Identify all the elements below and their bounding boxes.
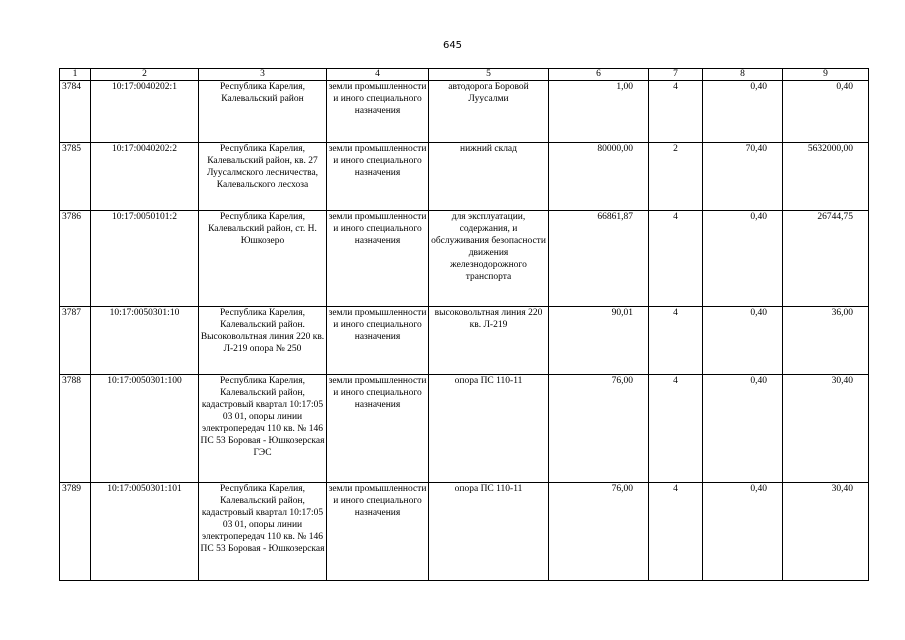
land-category-cell: земли промышленности и иного специального назначения xyxy=(327,375,429,483)
area-cell: 76,00 xyxy=(549,483,649,581)
row-number: 3785 xyxy=(60,143,91,211)
permitted-use-cell: для эксплуатации, содержания, и обслуживания безопасности движения железнодорожного транспорта xyxy=(429,211,549,307)
row-number: 3789 xyxy=(60,483,91,581)
table-header-row xyxy=(60,69,869,81)
column-header: 9 xyxy=(783,69,869,81)
area-cell: 76,00 xyxy=(549,375,649,483)
permitted-use-cell: опора ПС 110-11 xyxy=(429,375,549,483)
location-cell: Республика Карелия, Калевальский район. Высоковольтная линия 220 кв. Л-219 опора № 250 xyxy=(199,307,327,375)
column-9-cell: 30,40 xyxy=(783,375,869,483)
column-9-cell: 30,40 xyxy=(783,483,869,581)
column-7-cell: 4 xyxy=(649,307,703,375)
column-header: 1 xyxy=(60,69,91,81)
row-number: 3787 xyxy=(60,307,91,375)
row-number: 3788 xyxy=(60,375,91,483)
cadastral-number: 10:17:0040202:1 xyxy=(91,81,199,143)
table-row xyxy=(60,211,869,307)
location-cell: Республика Карелия, Калевальский район, кадастровый квартал 10:17:05 03 01, опоры линии электропередач 110 кв. № 146 ПС 53 Боровая - Юшкозерская ГЭС xyxy=(199,375,327,483)
row-number: 3786 xyxy=(60,211,91,307)
land-category-cell: земли промышленности и иного специального назначения xyxy=(327,307,429,375)
table-row xyxy=(60,143,869,211)
column-8-cell: 0,40 xyxy=(703,307,783,375)
land-category-cell: земли промышленности и иного специального назначения xyxy=(327,81,429,143)
table-row xyxy=(60,81,869,143)
column-7-cell: 4 xyxy=(649,211,703,307)
column-8-cell: 0,40 xyxy=(703,211,783,307)
land-registry-table xyxy=(59,68,869,581)
column-9-cell: 5632000,00 xyxy=(783,143,869,211)
column-header: 8 xyxy=(703,69,783,81)
cadastral-number: 10:17:0050101:2 xyxy=(91,211,199,307)
column-9-cell: 36,00 xyxy=(783,307,869,375)
page-number: 645 xyxy=(442,40,463,51)
cadastral-number: 10:17:0050301:10 xyxy=(91,307,199,375)
column-header: 7 xyxy=(649,69,703,81)
location-cell: Республика Карелия, Калевальский район xyxy=(199,81,327,143)
area-cell: 66861,87 xyxy=(549,211,649,307)
column-7-cell: 4 xyxy=(649,375,703,483)
column-8-cell: 70,40 xyxy=(703,143,783,211)
column-8-cell: 0,40 xyxy=(703,483,783,581)
column-7-cell: 4 xyxy=(649,81,703,143)
column-9-cell: 26744,75 xyxy=(783,211,869,307)
area-cell: 1,00 xyxy=(549,81,649,143)
land-category-cell: земли промышленности и иного специального назначения xyxy=(327,143,429,211)
permitted-use-cell: опора ПС 110-11 xyxy=(429,483,549,581)
column-8-cell: 0,40 xyxy=(703,375,783,483)
column-header: 3 xyxy=(199,69,327,81)
column-9-cell: 0,40 xyxy=(783,81,869,143)
column-7-cell: 4 xyxy=(649,483,703,581)
table-row xyxy=(60,307,869,375)
table-row xyxy=(60,375,869,483)
table-row xyxy=(60,483,869,581)
cadastral-number: 10:17:0050301:100 xyxy=(91,375,199,483)
permitted-use-cell: высоковольтная линия 220 кв. Л-219 xyxy=(429,307,549,375)
land-category-cell: земли промышленности и иного специального назначения xyxy=(327,211,429,307)
column-7-cell: 2 xyxy=(649,143,703,211)
location-cell: Республика Карелия, Калевальский район, кв. 27 Луусалмского лесничества, Калевальского лесхоза xyxy=(199,143,327,211)
column-header: 4 xyxy=(327,69,429,81)
column-8-cell: 0,40 xyxy=(703,81,783,143)
location-cell: Республика Карелия, Калевальский район, кадастровый квартал 10:17:05 03 01, опоры линии электропередач 110 кв. № 146 ПС 53 Боровая - Юшкозерская xyxy=(199,483,327,581)
row-number: 3784 xyxy=(60,81,91,143)
column-header: 6 xyxy=(549,69,649,81)
area-cell: 80000,00 xyxy=(549,143,649,211)
permitted-use-cell: нижний склад xyxy=(429,143,549,211)
area-cell: 90,01 xyxy=(549,307,649,375)
permitted-use-cell: автодорога Боровой Луусалми xyxy=(429,81,549,143)
column-header: 5 xyxy=(429,69,549,81)
location-cell: Республика Карелия, Калевальский район, ст. Н. Юшкозеро xyxy=(199,211,327,307)
cadastral-number: 10:17:0050301:101 xyxy=(91,483,199,581)
land-category-cell: земли промышленности и иного специального назначения xyxy=(327,483,429,581)
cadastral-number: 10:17:0040202:2 xyxy=(91,143,199,211)
column-header: 2 xyxy=(91,69,199,81)
